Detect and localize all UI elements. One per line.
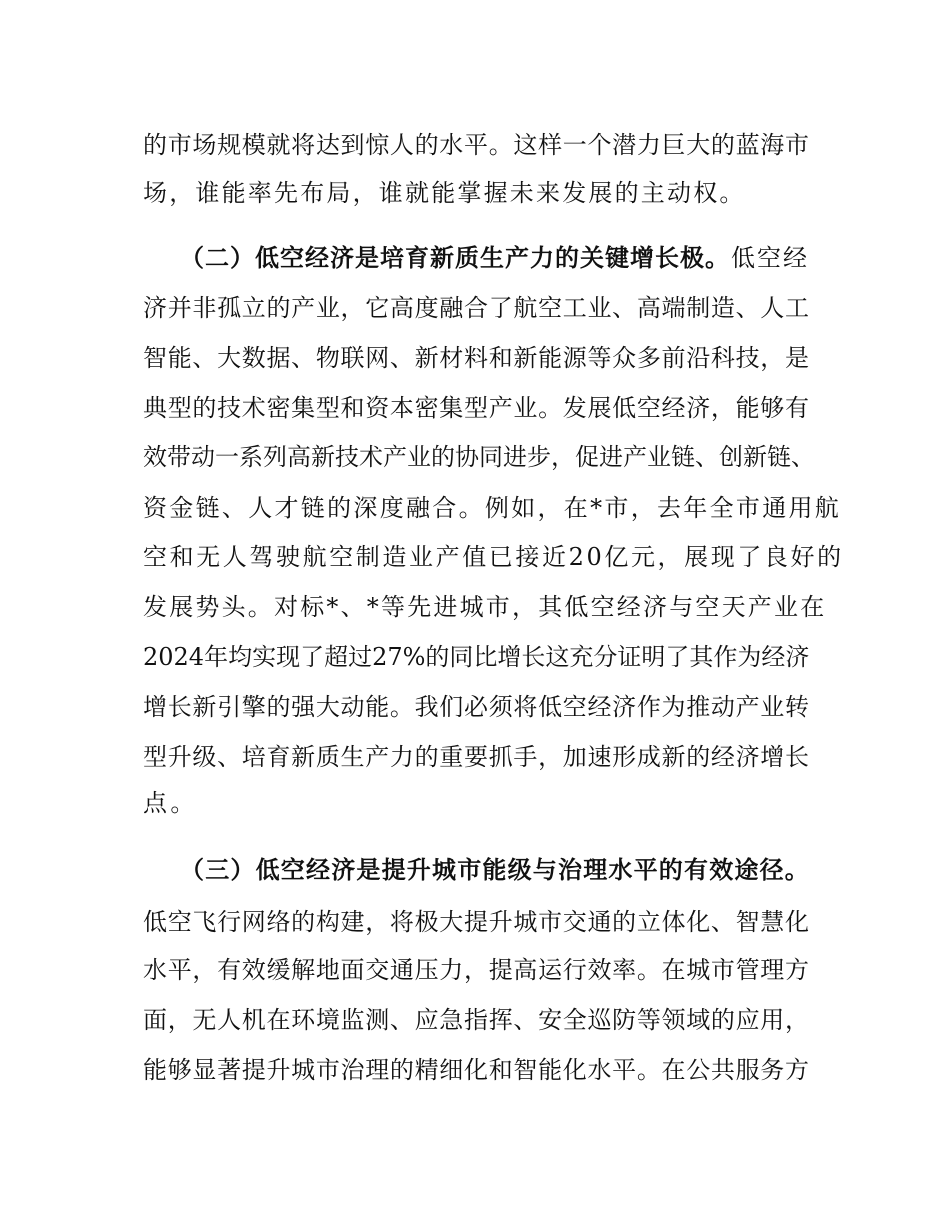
paragraph-line: 场，谁能率先布局，谁就能掌握未来发展的主动权。 xyxy=(143,179,746,207)
paragraph-line: 2024年均实现了超过27%的同比增长这充分证明了其作为经济 xyxy=(143,643,810,671)
heading-tail: 低空经 xyxy=(731,244,809,272)
section-heading-3: （三）低空经济是提升城市能级与治理水平的有效途径。 xyxy=(180,856,810,884)
section-heading-2 xyxy=(180,243,809,273)
paragraph-line: 效带动一系列高新技术产业的协同进步，促进产业链、创新链、 xyxy=(143,443,815,471)
heading-bold: （二）低空经济是培育新质生产力的关键增长极。 xyxy=(180,244,730,272)
paragraph-line: 面，无人机在环境监测、应急指挥、安全巡防等领域的应用， xyxy=(143,1006,809,1034)
paragraph-line: 能够显著提升城市治理的精细化和智能化水平。在公共服务方 xyxy=(143,1056,809,1084)
paragraph-line: 型升级、培育新质生产力的重要抓手，加速形成新的经济增长 xyxy=(143,743,809,771)
paragraph-line: 典型的技术密集型和资本密集型产业。发展低空经济，能够有 xyxy=(143,394,809,422)
paragraph-line: 水平，有效缓解地面交通压力，提高运行效率。在城市管理方 xyxy=(143,956,809,984)
paragraph-line: 空和无人驾驶航空制造业产值已接近20亿元，展现了良好的 xyxy=(143,543,844,571)
paragraph-line: 发展势头。对标*、*等先进城市，其低空经济与空天产业在 xyxy=(143,593,827,621)
paragraph-line: 点。 xyxy=(143,789,198,817)
paragraph-line: 低空飞行网络的构建，将极大提升城市交通的立体化、智慧化 xyxy=(143,908,809,936)
paragraph-line: 的市场规模就将达到惊人的水平。这样一个潜力巨大的蓝海市 xyxy=(143,131,809,159)
paragraph-line: 增长新引擎的强大动能。我们必须将低空经济作为推动产业转 xyxy=(143,693,809,721)
paragraph-line: 济并非孤立的产业，它高度融合了航空工业、高端制造、人工 xyxy=(143,294,809,322)
paragraph-line: 资金链、人才链的深度融合。例如，在*市，去年全市通用航 xyxy=(143,494,842,522)
paragraph-line: 智能、大数据、物联网、新材料和新能源等众多前沿科技，是 xyxy=(143,344,809,372)
